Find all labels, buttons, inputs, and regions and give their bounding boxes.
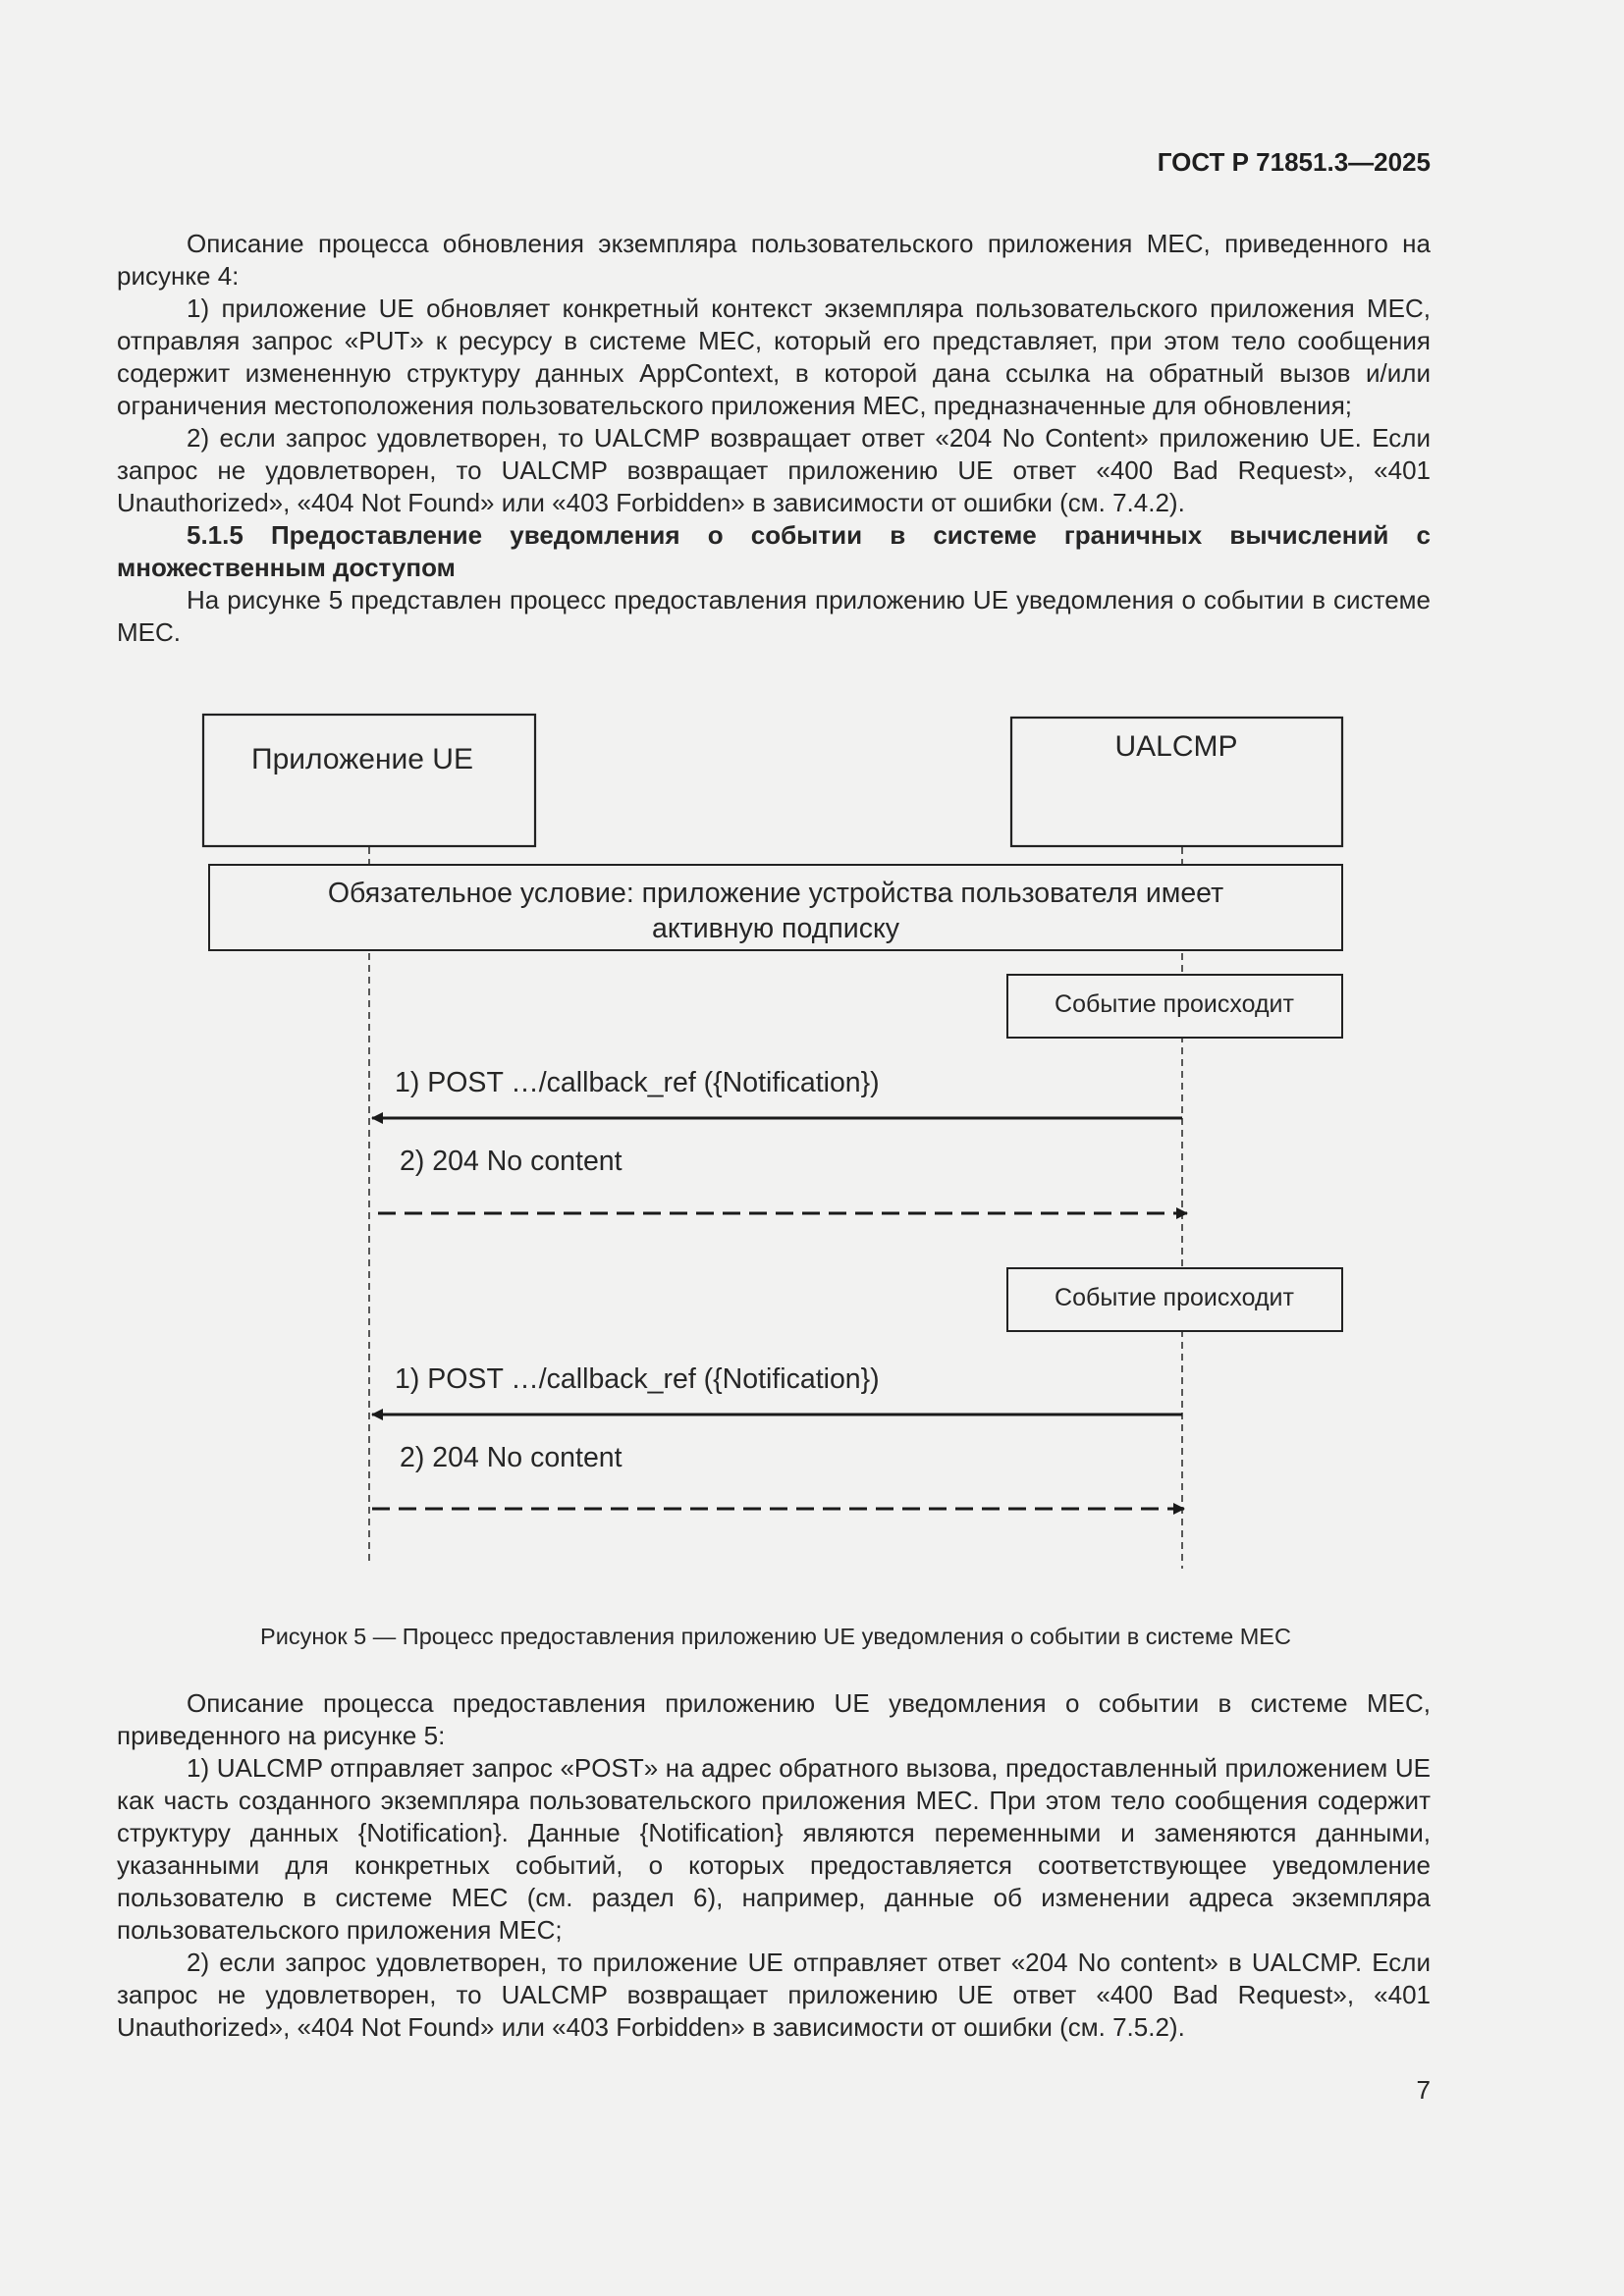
message-label: 1) POST …/callback_ref ({Notification}) (395, 1067, 880, 1098)
paragraph: 1) UALCMP отправляет запрос «POST» на адрес обратного вызова, предоставленный приложением UE как часть созданного экземпляра пользовательского приложения МЕС. При этом тело сообщения содержит структуру данных {Notification}. Данные {Notification} являются переменными и заменяются данными, указанными для конкретных событий, о которых предоставляется соответствующее уведомление пользователю в системе МЕС (см. раздел 6), например, данные об изменении адреса экземпляра пользовательского приложения МЕС; (117, 1753, 1431, 1945)
figure-caption: Рисунок 5 — Процесс предоставления приложению UE уведомления о событии в системе МЕС (260, 1624, 1291, 1649)
document-header: ГОСТ Р 71851.3—2025 (1157, 147, 1431, 177)
event-label: Событие происходит (1055, 1284, 1294, 1311)
paragraph: Описание процесса обновления экземпляра пользовательского приложения МЕС, приведенного на рисунке 4: (117, 229, 1431, 291)
sequence-diagram (191, 707, 1370, 1571)
actor-ualcmp-label: UALCMP (1114, 730, 1238, 763)
section-bottom (117, 1687, 1431, 2044)
paragraph: Описание процесса предоставления приложению UE уведомления о событии в системе МЕС, приведенного на рисунке 5: (117, 1688, 1431, 1750)
paragraph: На рисунке 5 представлен процесс предоставления приложению UE уведомления о событии в системе МЕС. (117, 585, 1431, 647)
section-top (117, 228, 1431, 649)
precondition-line1: Обязательное условие: приложение устройства пользователя имеет (327, 878, 1224, 909)
message-label: 2) 204 No content (400, 1146, 623, 1177)
actor-ue-label: Приложение UE (251, 743, 473, 775)
actor-ue-box (203, 715, 535, 846)
paragraph: 2) если запрос удовлетворен, то приложение UE отправляет ответ «204 No content» в UALCMP. Если запрос не удовлетворен, то UALCMP возвращает приложению UE ответ «400 Bad Request», «401 Unauthorized», «404 Not Found» или «403 Forbidden» в зависимости от ошибки (см. 7.5.2). (117, 1948, 1431, 2042)
message-label: 2) 204 No content (400, 1442, 623, 1473)
paragraph: 2) если запрос удовлетворен, то UALCMP возвращает ответ «204 No Content» приложению UE. Если запрос не удовлетворен, то UALCMP возвращает приложению UE ответ «400 Bad Request», «401 Unauthorized», «404 Not Found» или «403 Forbidden» в зависимости от ошибки (см. 7.4.2). (117, 423, 1431, 517)
paragraph: 1) приложение UE обновляет конкретный контекст экземпляра пользовательского приложения МЕС, отправляя запрос «PUT» к ресурсу в системе МЕС, который его представляет, при этом тело сообщения содержит измененную структуру данных AppContext, в которой дана ссылка на обратный вызов и/или ограничения местоположения пользовательского приложения МЕС, предназначенные для обновления; (117, 294, 1431, 420)
section-heading: 5.1.5 Предоставление уведомления о событии в системе граничных вычислений с множественным доступом (117, 520, 1431, 582)
message-label: 1) POST …/callback_ref ({Notification}) (395, 1363, 880, 1395)
precondition-line2: активную подписку (652, 913, 899, 944)
page-number: 7 (1416, 2075, 1431, 2105)
event-label: Событие происходит (1055, 990, 1294, 1018)
